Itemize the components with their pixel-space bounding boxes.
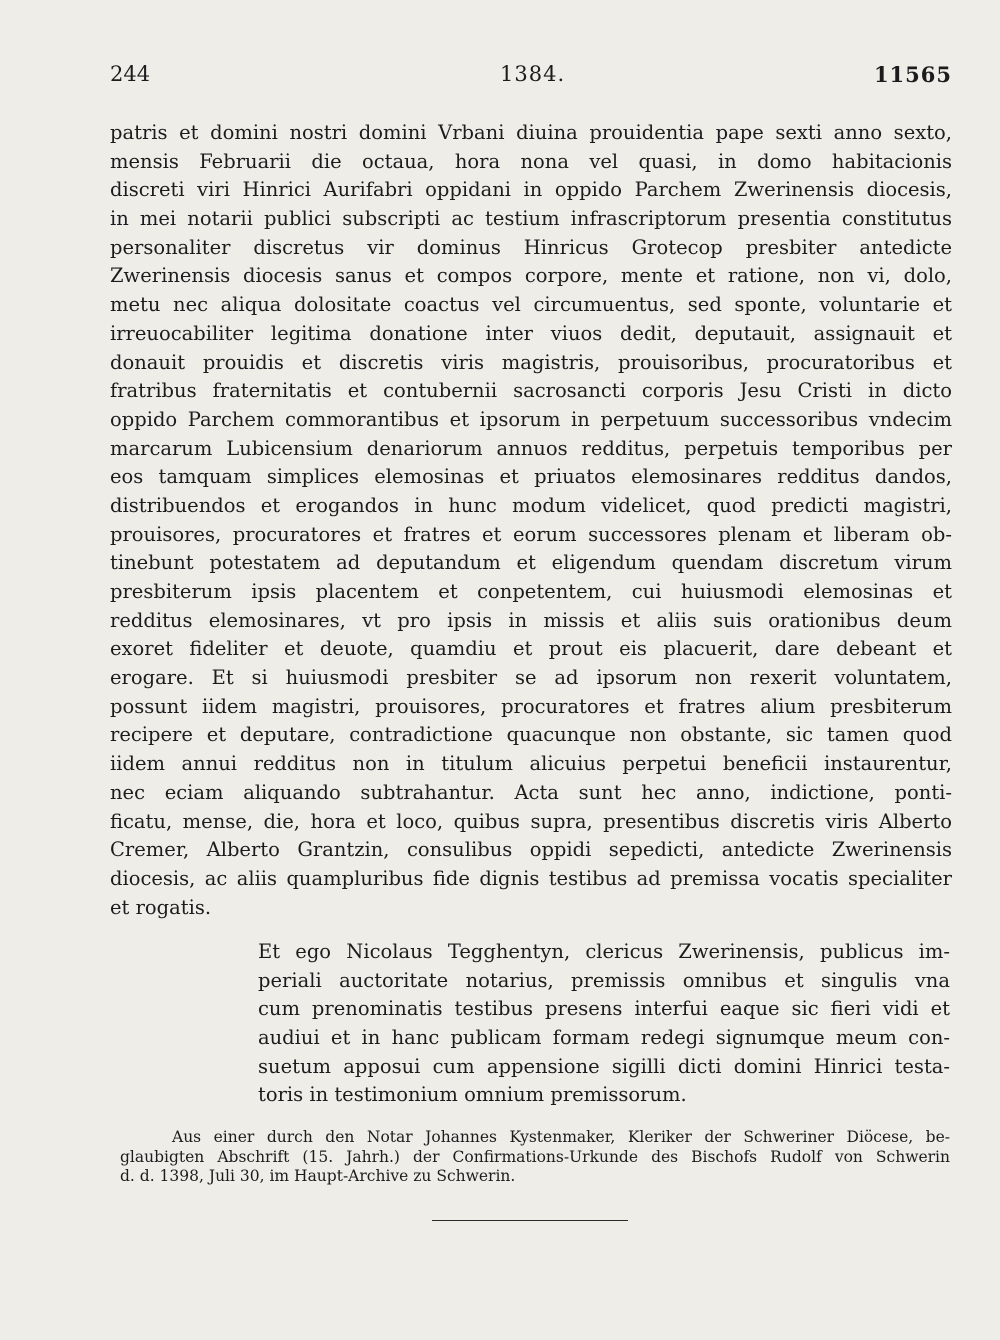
attestation-line: audiui et in hanc publicam formam redegi signumque meum con- — [258, 1026, 950, 1050]
text-line: iidem annui redditus non in titulum alicuius perpetui beneficii instaurentur, — [110, 752, 952, 776]
text-line: in mei notarii publici subscripti ac testium infrascriptorum presentia constitutus — [110, 207, 952, 231]
text-line: Cremer, Alberto Grantzin, consulibus oppidi sepedicti, antedicte Zwerinensis — [110, 838, 952, 862]
page-number: 244 — [110, 62, 151, 86]
notary-attestation — [258, 938, 950, 1110]
text-line: presbiterum ipsis placentem et conpetentem, cui huiusmodi elemosinas et — [110, 580, 952, 603]
source-note-line: glaubigten Abschrift (15. Jahrh.) der Confirmations-Urkunde des Bischofs Rudolf von Schwerin — [120, 1147, 950, 1166]
text-line: irreuocabiliter legitima donatione inter viuos dedit, deputauit, assignauit et — [110, 321, 952, 345]
text-line: Zwerinensis diocesis sanus et compos corpore, mente et ratione, non vi, dolo, — [110, 264, 952, 288]
page-header — [110, 62, 952, 92]
text-line: metu nec aliqua dolositate coactus vel circumuentus, sed sponte, voluntarie et — [110, 293, 952, 317]
text-line: redditus elemosinares, vt pro ipsis in missis et aliis suis orationibus deum — [110, 608, 952, 632]
text-line: distribuendos et erogandos in hunc modum videlicet, quod predicti magistri, — [110, 493, 952, 517]
attestation-line: periali auctoritate notarius, premissis omnibus et singulis vna — [258, 968, 950, 992]
text-line: mensis Februarii die octaua, hora nona vel quasi, in domo habitacionis — [110, 149, 952, 173]
text-line: fratribus fraternitatis et contubernii sacrosancti corporis Jesu Cristi in dicto — [110, 379, 952, 403]
closing-rule — [432, 1220, 628, 1221]
text-line: recipere et deputare, contradictione quacunque non obstante, sic tamen quod — [110, 723, 952, 747]
attestation-line: cum prenominatis testibus presens interfui eaque sic fieri vidi et — [258, 997, 950, 1021]
attestation-line: suetum apposui cum appensione sigilli dicti domini Hinrici testa- — [258, 1054, 950, 1078]
attestation-line: Et ego Nicolaus Tegghentyn, clericus Zwerinensis, publicus im- — [258, 940, 950, 963]
text-line: personaliter discretus vir dominus Hinricus Grotecop presbiter antedicte — [110, 235, 952, 259]
text-line: donauit prouidis et discretis viris magistris, prouisoribus, procuratoribus et — [110, 350, 952, 374]
text-line: discreti viri Hinrici Aurifabri oppidani in oppido Parchem Zwerinensis diocesis, — [110, 178, 952, 202]
text-line: exoret fideliter et deuote, quamdiu et prout eis placuerit, dare debeant et — [110, 637, 952, 661]
text-line: diocesis, ac aliis quampluribus fide dignis testibus ad premissa vocatis specialiter — [110, 866, 952, 890]
text-line: eos tamquam simplices elemosinas et priuatos elemosinares redditus dandos, — [110, 465, 952, 489]
text-line: possunt iidem magistri, prouisores, procuratores et fratres alium presbiterum — [110, 694, 952, 718]
text-line: prouisores, procuratores et fratres et eorum successores plenam et liberam ob- — [110, 522, 952, 546]
text-line: et rogatis. — [110, 895, 212, 919]
document-number: 11565 — [873, 62, 952, 87]
text-line: oppido Parchem commorantibus et ipsorum in perpetuum successoribus vndecim — [110, 407, 952, 431]
text-line: patris et domini nostri domini Vrbani diuina prouidentia pape sexti anno sexto, — [110, 121, 952, 144]
text-line: ficatu, mense, die, hora et loco, quibus supra, presentibus discretis viris Alberto — [110, 809, 952, 833]
text-line: tinebunt potestatem ad deputandum et eligendum quendam discretum virum — [110, 551, 952, 575]
charter-text — [110, 119, 952, 922]
attestation-line: toris in testimonium omnium premissorum. — [258, 1083, 687, 1107]
source-note-line: d. d. 1398, Juli 30, im Haupt-Archive zu Schwerin. — [120, 1167, 516, 1185]
running-head-year: 1384. — [500, 62, 566, 86]
source-note — [120, 1128, 950, 1187]
text-line: erogare. Et si huiusmodi presbiter se ad ipsorum non rexerit voluntatem, — [110, 666, 952, 690]
text-line: marcarum Lubicensium denariorum annuos redditus, perpetuis temporibus per — [110, 436, 952, 460]
source-note-line: Aus einer durch den Notar Johannes Kystenmaker, Kleriker der Schweriner Diöcese, be- — [172, 1128, 950, 1146]
text-line: nec eciam aliquando subtrahantur. Acta sunt hec anno, indictione, ponti- — [110, 780, 952, 804]
